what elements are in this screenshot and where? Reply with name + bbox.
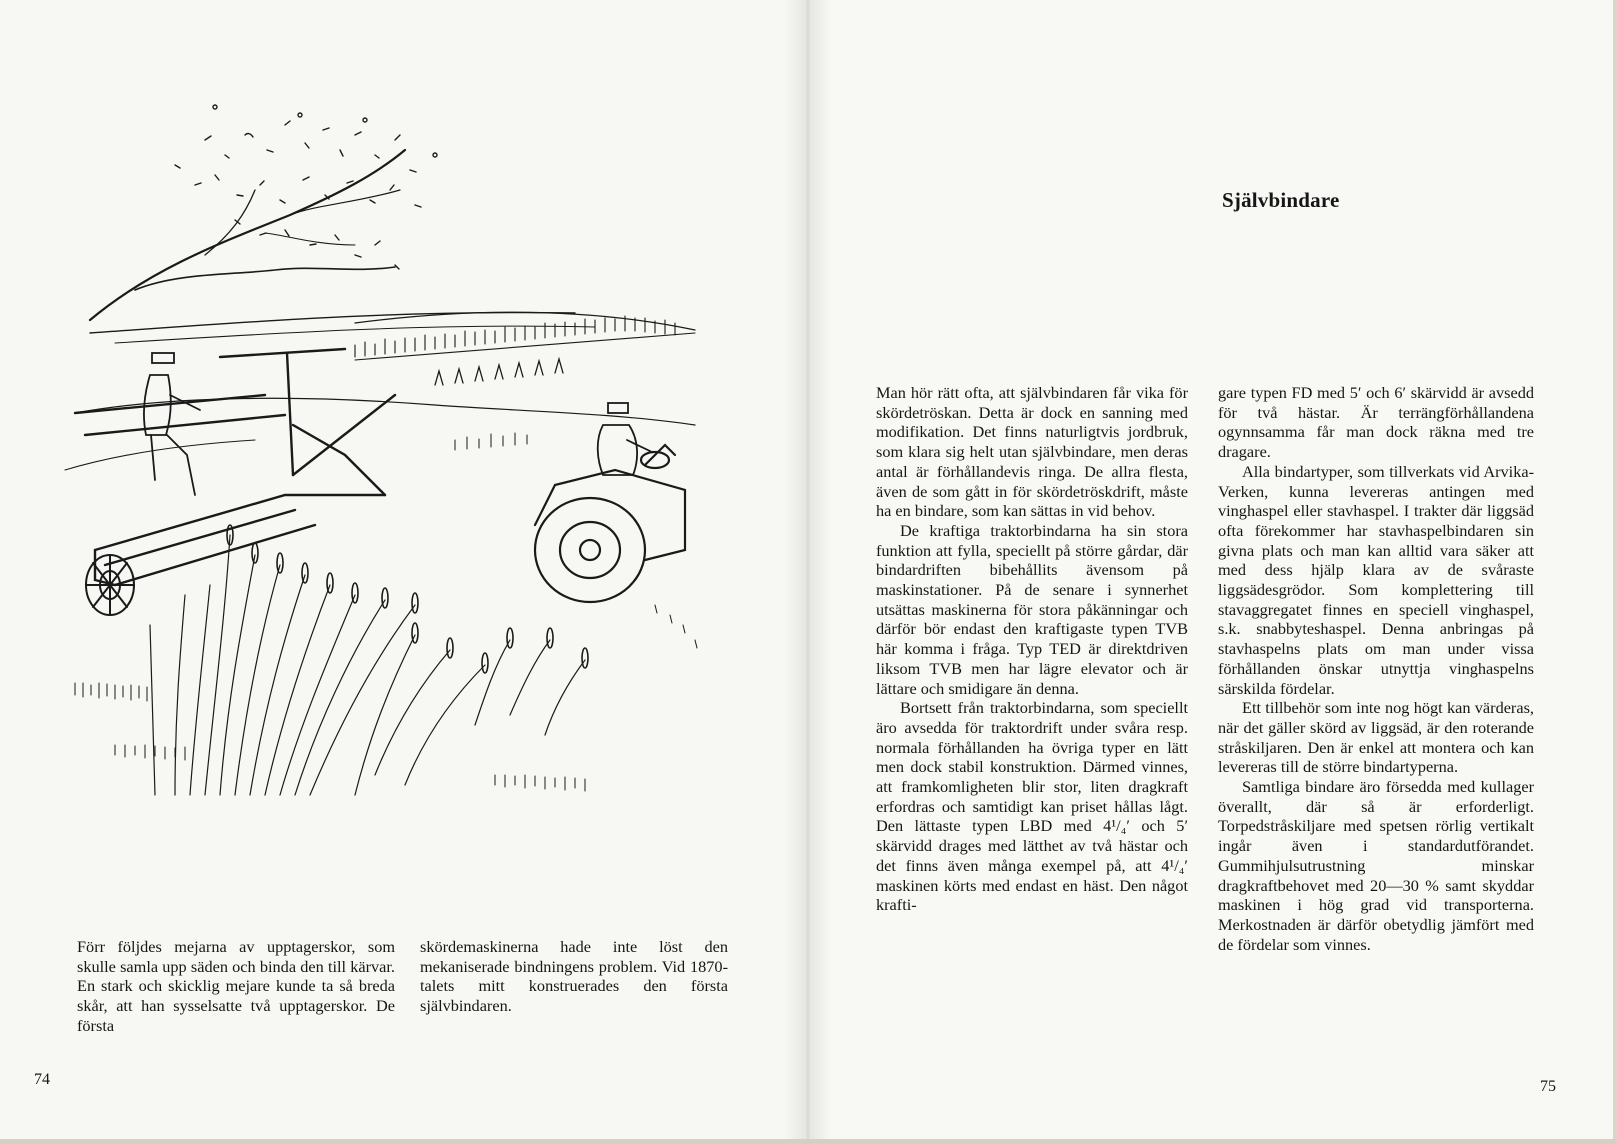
paragraph: Samtliga bindare äro försedda med kullager överallt, där så är erforderligt. Torpedstråskiljare med spetsen rörlig vertikalt ingår även i standardutförandet. Gummihjulsutrustning minskar dragkraftbehovet med 20—30 % samt skyddar maskinen i hög grad vid transporterna. Merkostnaden är därför obetydlig jämfört med de fördelar som vinnes. xyxy=(1218,777,1534,954)
paragraph: Bortsett från traktorbindarna, som speciellt äro avsedda för traktordrift under svåra resp. normala förhållanden ha övriga typer en lätt men dock stabil konstruktion. Därmed vinnes, att framkomligheten blir stor, liten dragkraft erfordras och samtidigt kan priset hållas lågt. Den lättaste typen LBD med 4¹/₄′ och 5′ skärvidd drages med lätthet av två hästar och det finns även många exempel på, att 4¹/₄′ maskinen körts med endast en häst. Den något krafti- xyxy=(876,698,1188,915)
left-page xyxy=(0,0,808,1144)
paragraph: Ett tillbehör som inte nog högt kan värderas, när det gäller skörd av liggsäd, är den roterande stråskiljaren. Den är enkel att montera och kan levereras till de större bindartyperna. xyxy=(1218,698,1534,777)
paragraph: Förr följdes mejarna av upptagerskor, som skulle samla upp säden och binda den till kärvar. En stark och skicklig mejare kunde ta så breda skår, att han sysselsatte två upptagerskor. De första xyxy=(77,937,395,1035)
page-number-right: 75 xyxy=(1540,1078,1556,1095)
page-edge xyxy=(0,1139,1617,1144)
paragraph: Man hör rätt ofta, att självbindaren får vika för skördetröskan. Detta är dock en sanning med modifikation. Det finns naturligtvis jordbruk, som klara sig helt utan självbindare, men deras antal är förhållandevis ringa. De allra flesta, även de som gått in för skördetröskdrift, måste ha en bindare, som kan sättas in vid behov. xyxy=(876,383,1188,521)
right-text-column-2 xyxy=(1218,383,1534,954)
book-gutter xyxy=(784,0,832,1144)
paragraph: Alla bindartyper, som tillverkats vid Arvika-Verken, kunna levereras antingen med vinghaspel eller stavhaspel. I trakter där liggsäd ofta förekommer har stavhaspelbindaren sin givna plats och man kan alltid vara säker att med dess hjälp klara av de svåraste liggsädesgrödor. Som komplettering till stavaggregatet finnes en speciell vinghaspel, s.k. snabbyteshaspel. Denna anbringas på stavhaspelns plats om man under vissa förhållanden önskar utnyttja vinghaspelns särskilda fördelar. xyxy=(1218,461,1534,698)
page-edge xyxy=(1613,0,1617,1144)
left-text-column-2 xyxy=(420,937,728,1016)
paragraph: De kraftiga traktorbindarna ha sin stora funktion att fylla, speciellt på större gårdar, där bindardriften bibehållits ävensom på maskinstationer. På de senare i synnerhet utsättas maskinerna för stora påkänningar och därför bör endast den kraftigaste typen TVB här komma i fråga. Typ TED är direktdriven liksom TVB men har lägre elevator och är lättare och smidigare än denna. xyxy=(876,520,1188,698)
page-title: Självbindare xyxy=(1222,188,1340,212)
paragraph: gare typen FD med 5′ och 6′ skärvidd är avsedd för två hästar. Är terrängförhållandena ogynnsamma får man dock räkna med tre dragare. xyxy=(1218,383,1534,462)
paragraph: skördemaskinerna hade inte löst den mekaniserade bindningens problem. Vid 1870-talets mitt konstruerades den första självbindaren. xyxy=(420,937,728,1016)
harvest-illustration xyxy=(55,95,725,805)
left-text-column-1 xyxy=(77,937,395,1036)
right-text-column-1 xyxy=(876,383,1188,915)
page-number-left: 74 xyxy=(34,1071,50,1088)
